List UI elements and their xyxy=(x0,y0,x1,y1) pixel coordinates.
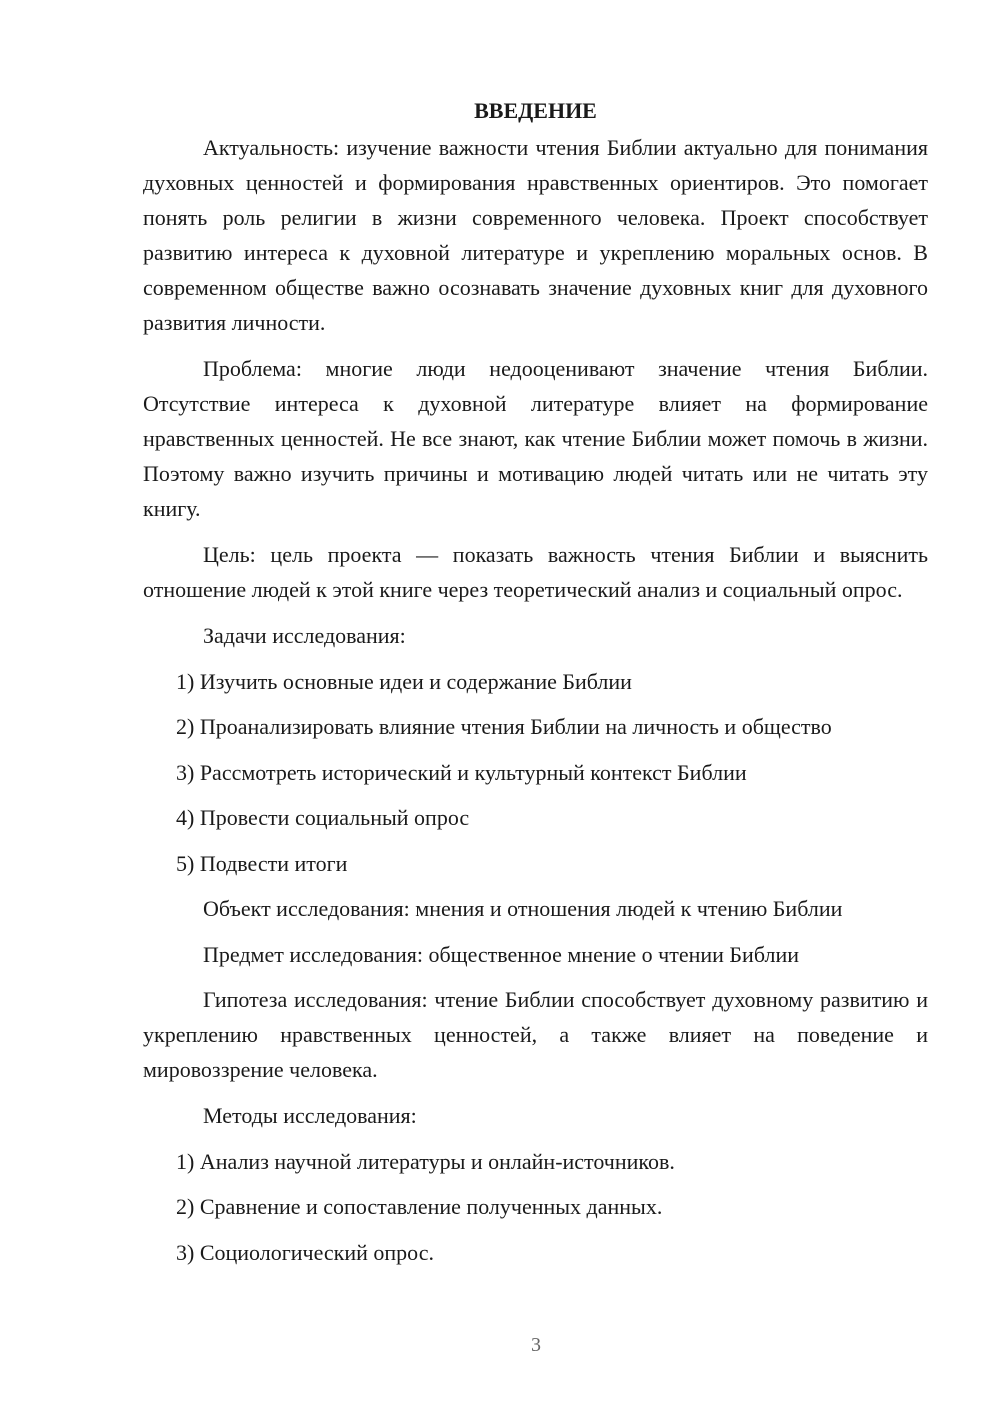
method-item: 3) Социологический опрос. xyxy=(176,1239,434,1265)
methods-heading: Методы исследования: xyxy=(203,1103,417,1128)
page-number: 3 xyxy=(531,1334,541,1356)
page-title: ВВЕДЕНИЕ xyxy=(474,98,597,123)
goal-paragraph: Цель: цель проекта — показать важность чтения Библии и выяснить отношение людей к этой книге через теоретический анализ и социальный опрос. xyxy=(143,542,928,602)
task-item: 5) Подвести итоги xyxy=(176,850,348,876)
page-content xyxy=(143,93,928,1280)
hypothesis-paragraph: Гипотеза исследования: чтение Библии способствует духовному развитию и укреплению нравственных ценностей, а также влияет на поведение и мировоззрение человека. xyxy=(143,987,928,1082)
problem-paragraph: Проблема: многие люди недооценивают значение чтения Библии. Отсутствие интереса к духовной литературе влияет на формирование нравственных ценностей. Не все знают, как чтение Библии может помочь в жизни. Поэтому важно изучить причины и мотивацию людей читать или не читать эту книгу. xyxy=(143,356,928,521)
tasks-heading: Задачи исследования: xyxy=(203,623,406,648)
relevance-paragraph: Актуальность: изучение важности чтения Библии актуально для понимания духовных ценностей и формирования нравственных ориентиров. Это помогает понять роль религии в жизни современного человека. Проект способствует развитию интереса к духовной литературе и укреплению моральных основ. В современном обществе важно осознавать значение духовных книг для духовного развития личности. xyxy=(143,135,928,335)
task-item: 3) Рассмотреть исторический и культурный контекст Библии xyxy=(176,759,747,785)
task-item: 2) Проанализировать влияние чтения Библии на личность и общество xyxy=(176,714,832,739)
task-item: 1) Изучить основные идеи и содержание Библии xyxy=(176,668,632,694)
research-subject: Предмет исследования: общественное мнение о чтении Библии xyxy=(203,941,799,967)
method-item: 2) Сравнение и сопоставление полученных данных. xyxy=(176,1194,663,1219)
method-item: 1) Анализ научной литературы и онлайн-источников. xyxy=(176,1148,675,1174)
task-item: 4) Провести социальный опрос xyxy=(176,805,470,830)
research-object: Объект исследования: мнения и отношения людей к чтению Библии xyxy=(203,896,843,921)
